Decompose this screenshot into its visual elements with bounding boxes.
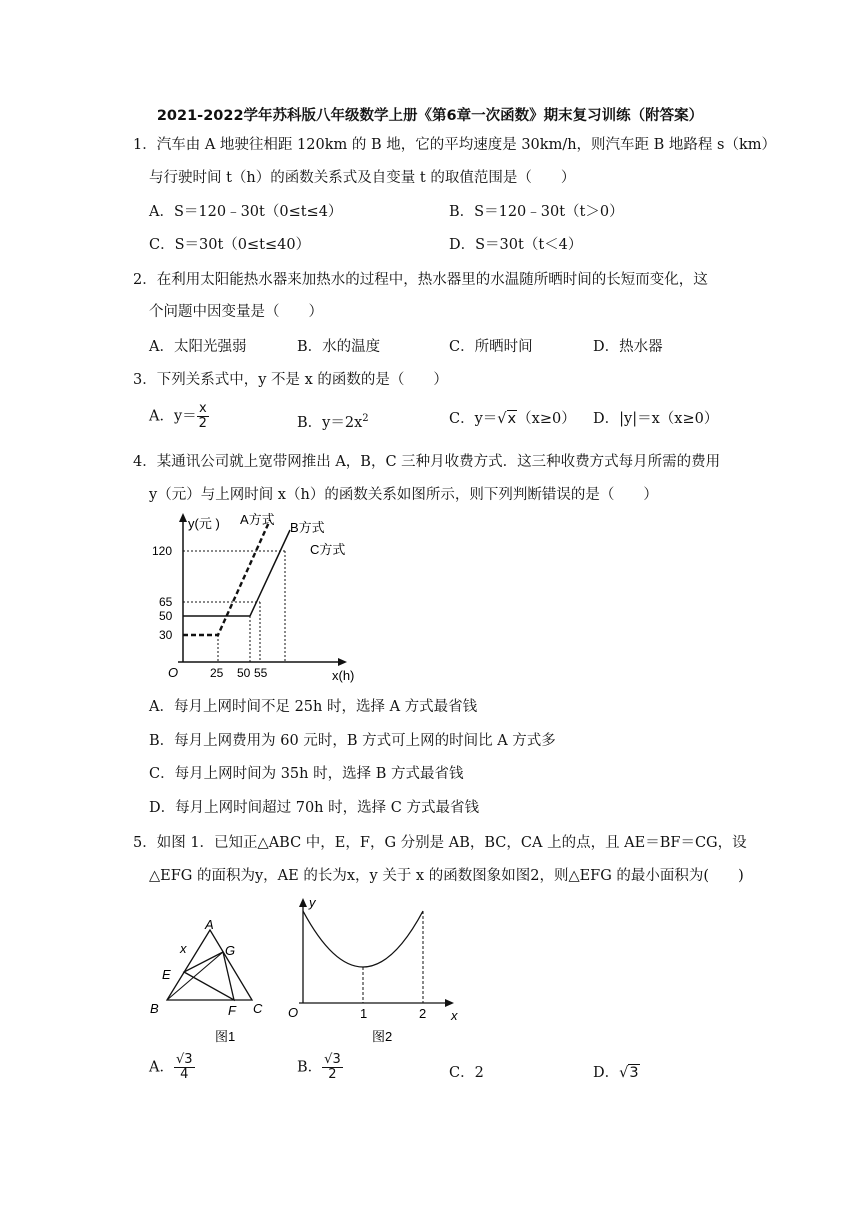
- q5-figure1: [140, 915, 275, 1050]
- q5-option-b: [297, 1053, 343, 1082]
- q3-option-c-prefix: C．y＝: [449, 411, 498, 427]
- q4-option-c: C．每月上网时间为 35h 时，选择 B 方式最省钱: [149, 766, 464, 782]
- q4-option-b: B．每月上网费用为 60 元时，B 方式可上网的时间比 A 方式多: [149, 733, 556, 749]
- q5-fig1-label-b: B: [150, 1001, 159, 1016]
- q2-option-b: B．水的温度: [297, 339, 381, 355]
- q5-fig2-label-x: x: [451, 1008, 458, 1023]
- q5-option-a-prefix: A．: [149, 1059, 174, 1076]
- q5-fig1-label-f: F: [228, 1003, 236, 1018]
- q5-option-d: [593, 1063, 640, 1083]
- q4-option-a: A．每月上网时间不足 25h 时，选择 A 方式最省钱: [149, 699, 478, 715]
- q4-ytick-50: 50: [159, 609, 173, 623]
- sqrt-icon: √x: [497, 411, 517, 427]
- q2-option-a: A．太阳光强弱: [149, 339, 247, 355]
- sqrt-icon: √3: [619, 1065, 639, 1081]
- q5-option-b-prefix: B．: [297, 1059, 323, 1076]
- q5-line1: 5．如图 1．已知正△ABC 中，E，F，G 分别是 AB，BC，CA 上的点，且 AE＝BF＝CG，设: [133, 835, 747, 851]
- q5-fig1-label-g: G: [225, 943, 236, 958]
- q4-label-b: B方式: [290, 520, 325, 535]
- q3-option-a: [149, 402, 209, 431]
- q4-xtick-50: 50: [237, 666, 251, 680]
- q4-graph: [140, 510, 370, 685]
- q4-x-label: x(h): [332, 668, 355, 683]
- q5-figure2: [285, 893, 465, 1050]
- q5-fig2-curve: [303, 911, 423, 967]
- q3-option-a-fraction: [197, 402, 209, 431]
- q2-line1: 2．在利用太阳能热水器来加热水的过程中，热水器里的水温随所晒时间的长短而变化，这: [133, 272, 708, 288]
- q3-option-c-suffix: （x≥0）: [517, 411, 576, 427]
- q4-line-a: [183, 520, 270, 635]
- q5-option-b-fraction: [322, 1053, 343, 1082]
- q5-fig1-label-e: E: [162, 967, 171, 982]
- q3-option-c: [449, 409, 576, 429]
- q5-fig2-label-y: y: [309, 895, 316, 910]
- q5-option-a: [149, 1053, 195, 1082]
- q1-option-d: D．S＝30t（t＜4）: [449, 237, 583, 253]
- q2-line2: 个问题中因变量是（ ）: [149, 304, 323, 320]
- q1-option-c: C．S＝30t（0≤t≤40）: [149, 237, 311, 253]
- q4-ytick-30: 30: [159, 628, 173, 642]
- q2-option-c: C．所晒时间: [449, 339, 533, 355]
- q4-line2: y（元）与上网时间 x（h）的函数关系如图所示，则下列判断错误的是（ ）: [149, 487, 658, 503]
- q5-option-b-numerator: √3: [324, 1052, 341, 1067]
- q5-fig2-y-arrow-icon: [299, 898, 307, 907]
- q3-option-a-numerator: x: [197, 402, 209, 417]
- q3-line1: 3．下列关系式中，y 不是 x 的函数的是（ ）: [133, 372, 448, 388]
- q5-fig1-label-c: C: [253, 1001, 263, 1016]
- q3-option-b: [297, 409, 369, 433]
- q5-fig2-caption: 图2: [372, 1029, 393, 1044]
- q4-ytick-65: 65: [159, 595, 173, 609]
- q4-y-label: y(元 ): [188, 516, 220, 531]
- q5-option-a-numerator: √3: [175, 1052, 193, 1067]
- q5-option-d-radicand: 3: [629, 1065, 639, 1081]
- document-title: 2021-2022学年苏科版八年级数学上册《第6章一次函数》期末复习训练（附答案）: [156, 108, 704, 124]
- q4-label-a: A方式: [240, 512, 275, 527]
- q5-fig1-label-x: x: [180, 941, 187, 956]
- q4-line1: 4．某通讯公司就上宽带网推出 A，B，C 三种月收费方式．这三种收费方式每月所需的费用: [133, 454, 721, 470]
- q5-fig1-label-a: A: [205, 917, 214, 932]
- q4-origin: O: [168, 665, 179, 680]
- q5-fig2-tick-1: 1: [360, 1006, 368, 1021]
- q1-line2: 与行驶时间 t（h）的函数关系式及自变量 t 的取值范围是（ ）: [149, 170, 576, 186]
- q2-option-d: D．热水器: [593, 339, 663, 355]
- q4-label-c: C方式: [310, 542, 346, 557]
- q3-option-b-prefix: B．y＝2x: [297, 414, 363, 431]
- q4-line-b: [183, 530, 290, 616]
- q4-y-axis-arrow-icon: [179, 513, 187, 522]
- q5-fig1-caption: 图1: [215, 1029, 236, 1044]
- q5-fig2-x-arrow-icon: [445, 999, 454, 1007]
- q1-option-a: A．S＝120﹣30t（0≤t≤4）: [149, 204, 343, 220]
- q4-guide-lines: [183, 551, 285, 662]
- q3-option-c-radicand: x: [507, 411, 517, 427]
- q5-fig2-tick-2: 2: [419, 1006, 427, 1021]
- q4-xtick-25: 25: [210, 666, 224, 680]
- q4-ytick-120: 120: [152, 544, 173, 558]
- q4-option-d: D．每月上网时间超过 70h 时，选择 C 方式最省钱: [149, 800, 479, 816]
- q5-option-a-fraction: [174, 1053, 195, 1082]
- q4-x-axis-arrow-icon: [338, 658, 347, 666]
- q3-option-a-denominator: 2: [198, 416, 207, 431]
- q1-option-b: B．S＝120﹣30t（t＞0）: [449, 204, 624, 220]
- q3-option-b-exponent: 2: [362, 413, 369, 424]
- q5-option-a-denominator: 4: [180, 1067, 189, 1082]
- q3-option-a-prefix: A．y＝: [149, 408, 197, 425]
- q5-option-b-denominator: 2: [328, 1067, 337, 1082]
- q4-xtick-55: 55: [254, 666, 268, 680]
- q5-line2: △EFG 的面积为y，AE 的长为x，y 关于 x 的函数图象如图2，则△EFG 的最小面积为( ): [149, 868, 744, 884]
- q1-line1: 1．汽车由 A 地驶往相距 120km 的 B 地，它的平均速度是 30km/h，则汽车距 B 地路程 s（km）: [133, 137, 776, 153]
- q5-fig1-segment: [167, 952, 223, 1000]
- q5-option-c: C．2: [449, 1065, 484, 1081]
- q5-fig2-origin: O: [288, 1005, 299, 1020]
- q5-option-d-prefix: D．: [593, 1065, 620, 1081]
- q3-option-d: D．|y|＝x（x≥0）: [593, 411, 719, 427]
